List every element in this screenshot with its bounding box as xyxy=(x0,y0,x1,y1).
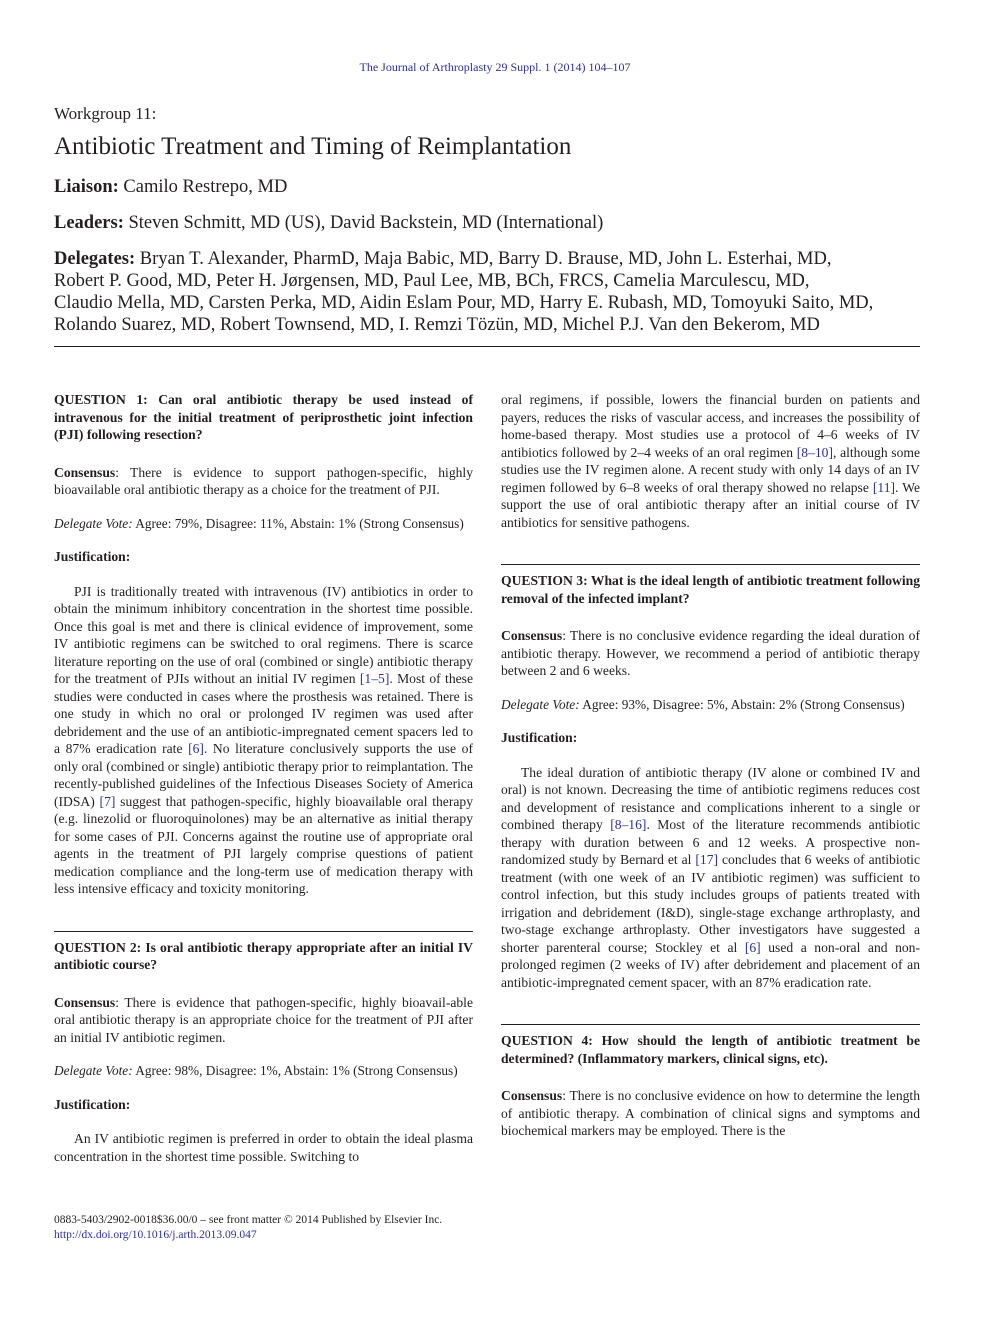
delegates-line: Robert P. Good, MD, Peter H. Jørgensen, MD, Paul Lee, MB, BCh, FRCS, Camelia Marculescu, MD, xyxy=(54,271,810,291)
reference-link[interactable]: [6] xyxy=(188,741,204,756)
consensus-text: : There is no conclusive evidence on how to determine the length of antibiotic therapy. A combination of clinical signs and symptoms and biochemical markers may be employed. There is the xyxy=(501,1088,920,1138)
justification-text-3: The ideal duration of antibiotic therapy (IV alone or combined IV and oral) is not known. Decreasing the time of antibiotic regimens reduces cost and development of resistance and complications inherent to a single or combined therapy [8–16]. Most of the literature recommends antibiotic therapy with duration between 6 and 12 weeks. A prospective non-randomized study by Bernard et al [17] concludes that 6 weeks of antibiotic treatment (with one week of an IV antibiotic regimen) was sufficient to control infection, but this study includes groups of patients treated with irrigation and debridement (I&D), single-stage exchange arthroplasty, and two-stage exchange arthroplasty. Other investigators have suggested a shorter parenteral course; Stockley et al [6] used a non-oral and non-prolonged regimen (2 weeks of IV) after debridement and placement of an antibiotic-impregnated cement spacer, with an 87% eradication rate. xyxy=(501,764,921,990)
vote-label: Delegate Vote: xyxy=(501,696,580,712)
reference-link[interactable]: [8–10] xyxy=(796,444,833,460)
section-divider xyxy=(54,931,473,932)
justification-label-1: Justification: xyxy=(54,549,131,564)
reference-link[interactable]: [11] xyxy=(872,479,896,495)
vote-label: Delegate Vote: xyxy=(54,515,133,531)
reference-link[interactable]: [1–5] xyxy=(359,671,390,686)
liaison-names: Camilo Restrepo, MD xyxy=(123,177,288,197)
delegates-label: Delegates: xyxy=(54,249,136,269)
delegates-line: Rolando Suarez, MD, Robert Townsend, MD, I. Remzi Tözün, MD, Michel P.J. Van den Bekerom, MD xyxy=(54,315,820,335)
delegate-vote-3 xyxy=(501,696,920,714)
question-4: QUESTION 4: How should the length of antibiotic treatment be determined? (Inflammatory markers, clinical signs, etc). xyxy=(501,1033,920,1066)
leaders-names: Steven Schmitt, MD (US), David Backstein, MD (International) xyxy=(128,213,604,233)
justification-label-2: Justification: xyxy=(54,1096,131,1112)
justification-label-3: Justification: xyxy=(501,730,578,745)
justification-text-1: PJI is traditionally treated with intravenous (IV) antibiotics in order to obtain the minimum inhibitory concentration in the shortest time possible. Once this goal is met and there is clinical evidence of improvement, some IV antibiotic regimens can be switched to oral regimens. There is scarce literature reporting on the use of oral (combined or single) antibiotic therapy for the treatment of PJIs without an initial IV regimen [1–5]. Most of these studies were conducted in cases where the prosthesis was retained. There is one study in which no oral or prolonged IV regimen was used after debridement and the use of an antibiotic-impregnated cement spacers led to a 87% eradication rate [6]. No literature conclusively supports the use of only oral (combined or single) antibiotic therapy prior to reimplantation. The recently-published guidelines of the Infectious Diseases Society of America (IDSA) [7] suggest that pathogen-specific, highly bioavailable oral therapy (e.g. linezolid or fluoroquinolones) may be an alternative as initial therapy for some cases of PJI. Concerns against the routine use of appropriate oral agents in the treatment of PJI largely comprise questions of patient medication compliance and the long-term use of medication therapy with less intensive efficacy and toxicity monitoring. xyxy=(54,583,473,896)
reference-link[interactable]: [8–16] xyxy=(610,817,647,832)
header-divider xyxy=(54,346,920,347)
footer xyxy=(54,1213,442,1243)
reference-link[interactable]: [17] xyxy=(695,852,719,867)
vote-text: Agree: 93%, Disagree: 5%, Abstain: 2% (Strong Consensus) xyxy=(579,696,905,712)
page-title: Antibiotic Treatment and Timing of Reimplantation xyxy=(54,133,572,160)
consensus-label: Consensus xyxy=(501,1088,563,1103)
leaders-label: Leaders: xyxy=(54,213,124,233)
reference-link[interactable]: [6] xyxy=(744,939,761,955)
vote-text: Agree: 98%, Disagree: 1%, Abstain: 1% (Strong Consensus) xyxy=(132,1063,458,1078)
delegate-vote-1 xyxy=(54,515,473,533)
question-3: QUESTION 3: What is the ideal length of antibiotic treatment following removal of the infected implant? xyxy=(501,573,920,606)
liaison xyxy=(54,176,920,198)
liaison-label: Liaison: xyxy=(54,177,119,197)
delegates xyxy=(54,248,920,336)
leaders xyxy=(54,212,920,234)
delegate-vote-2 xyxy=(54,1062,473,1080)
question-1: QUESTION 1: Can oral antibiotic therapy be used instead of intravenous for the initial treatment of periprosthetic joint infection (PJI) following resection? xyxy=(54,392,473,442)
journal-reference[interactable]: The Journal of Arthroplasty 29 Suppl. 1 (2014) 104–107 xyxy=(359,60,631,74)
right-column xyxy=(501,391,920,1156)
doi-link[interactable]: http://dx.doi.org/10.1016/j.arth.2013.09.047 xyxy=(54,1229,257,1241)
workgroup-label: Workgroup 11: xyxy=(54,104,157,123)
consensus-label: Consensus xyxy=(501,628,563,643)
consensus-1 xyxy=(54,464,473,499)
delegates-line: Claudio Mella, MD, Carsten Perka, MD, Aidin Eslam Pour, MD, Harry E. Rubash, MD, Tomoyuki Saito, MD, xyxy=(54,293,874,313)
consensus-label: Consensus xyxy=(54,464,116,480)
section-divider xyxy=(501,564,920,565)
section-divider xyxy=(501,1024,920,1025)
consensus-3 xyxy=(501,627,920,680)
consensus-label: Consensus xyxy=(54,994,116,1010)
vote-label: Delegate Vote: xyxy=(54,1063,133,1078)
justification-text-2b: oral regimens, if possible, lowers the financial burden on patients and payers, reduces the risks of vascular access, and increases the possibility of home-based therapy. Most studies use a protocol of 4–6 weeks of IV antibiotics followed by 2–4 weeks of an oral regimen [8–10], although some studies use the IV regimen alone. A recent study with only 14 days of an IV regimen followed by 6–8 weeks of oral therapy showed no relapse [11]. We support the use of oral antibiotic therapy after an initial course of IV antibiotics for sensitive pathogens. xyxy=(501,392,920,530)
reference-link[interactable]: [7] xyxy=(99,793,116,809)
consensus-2 xyxy=(54,994,473,1047)
consensus-text: : There is no conclusive evidence regarding the ideal duration of antibiotic therapy. However, we recommend a period of antibiotic therapy between 2 and 6 weeks. xyxy=(501,628,920,678)
justification-text-2a: An IV antibiotic regimen is preferred in order to obtain the ideal plasma concentration in the shortest time possible. Switching to xyxy=(54,1131,473,1164)
consensus-text: : There is evidence to support pathogen-specific, highly bioavailable oral antibiotic therapy as a choice for the treatment of PJI. xyxy=(54,464,473,497)
consensus-text: : There is evidence that pathogen-specific, highly bioavail-able oral antibiotic therapy is an appropriate choice for the treatment of PJI after an initial IV antibiotic regimen. xyxy=(54,994,473,1045)
consensus-4 xyxy=(501,1087,920,1140)
issn-line: 0883-5403/2902-0018$36.00/0 – see front matter © 2014 Published by Elsevier Inc. xyxy=(54,1214,443,1226)
vote-text: Agree: 79%, Disagree: 11%, Abstain: 1% (Strong Consensus) xyxy=(132,515,464,531)
question-2: QUESTION 2: Is oral antibiotic therapy appropriate after an initial IV antibiotic course? xyxy=(54,939,473,972)
delegates-line: Bryan T. Alexander, PharmD, Maja Babic, MD, Barry D. Brause, MD, John L. Esterhai, MD, xyxy=(139,249,832,269)
left-column xyxy=(54,391,473,1165)
